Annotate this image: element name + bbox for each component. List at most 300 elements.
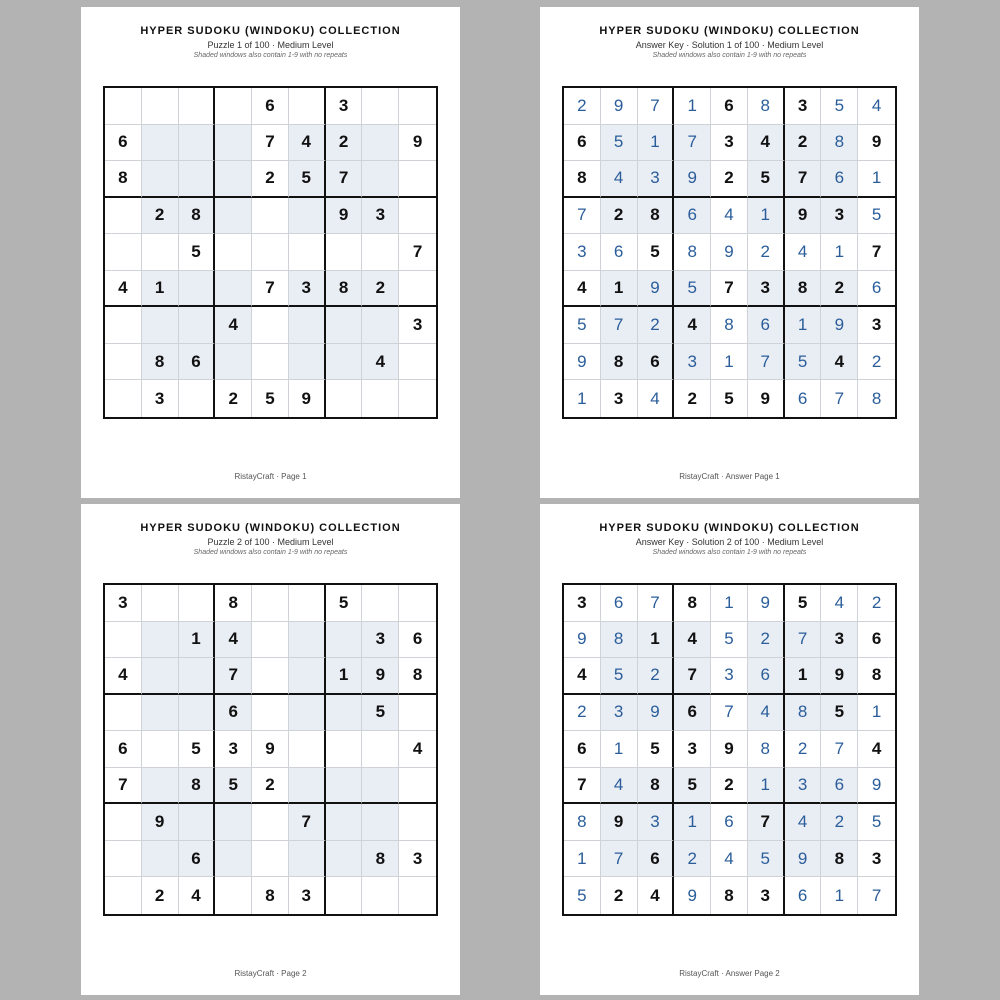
sudoku-cell xyxy=(142,731,179,768)
sudoku-cell: 8 xyxy=(674,234,711,271)
sudoku-cell: 5 xyxy=(289,161,326,198)
sudoku-cell: 8 xyxy=(179,768,216,805)
sudoku-cell: 7 xyxy=(674,658,711,695)
sudoku-cell: 5 xyxy=(858,198,895,235)
sudoku-cell xyxy=(142,841,179,878)
sudoku-cell: 2 xyxy=(215,380,252,417)
sudoku-cell: 4 xyxy=(785,234,822,271)
page-note: Shaded windows also contain 1-9 with no repeats xyxy=(193,52,348,59)
sudoku-cell: 9 xyxy=(711,234,748,271)
sudoku-cell: 2 xyxy=(564,88,601,125)
sudoku-cell: 2 xyxy=(638,307,675,344)
page-subtitle: Puzzle 1 of 100 · Medium Level xyxy=(207,40,334,50)
sudoku-cell: 2 xyxy=(362,271,399,308)
sudoku-cell: 4 xyxy=(748,125,785,162)
sudoku-cell: 9 xyxy=(601,88,638,125)
sudoku-cell: 3 xyxy=(858,841,895,878)
page-subtitle: Answer Key · Solution 2 of 100 · Medium Level xyxy=(635,537,824,547)
sudoku-cell xyxy=(289,841,326,878)
sudoku-cell: 8 xyxy=(748,88,785,125)
sudoku-cell: 9 xyxy=(564,622,601,659)
sudoku-cell: 3 xyxy=(638,804,675,841)
sudoku-cell: 6 xyxy=(399,622,436,659)
sudoku-cell: 2 xyxy=(142,198,179,235)
sudoku-cell: 3 xyxy=(362,198,399,235)
sudoku-cell: 6 xyxy=(638,344,675,381)
sudoku-cell: 5 xyxy=(252,380,289,417)
sudoku-cell: 2 xyxy=(748,234,785,271)
sudoku-cell: 2 xyxy=(142,877,179,914)
sudoku-cell: 3 xyxy=(362,622,399,659)
sudoku-cell: 4 xyxy=(674,307,711,344)
sudoku-cell xyxy=(215,804,252,841)
sudoku-cell: 9 xyxy=(711,731,748,768)
sudoku-cell: 9 xyxy=(785,198,822,235)
sudoku-cell xyxy=(215,198,252,235)
sudoku-cell: 3 xyxy=(711,125,748,162)
sudoku-cell xyxy=(142,695,179,732)
sudoku-cell: 3 xyxy=(785,88,822,125)
sudoku-cell: 4 xyxy=(399,731,436,768)
sudoku-cell: 3 xyxy=(142,380,179,417)
sudoku-cell xyxy=(105,344,142,381)
sudoku-cell xyxy=(362,731,399,768)
sudoku-cell xyxy=(362,585,399,622)
sudoku-cell xyxy=(289,198,326,235)
sudoku-cell: 5 xyxy=(858,804,895,841)
sudoku-cell xyxy=(289,768,326,805)
sudoku-cell xyxy=(215,161,252,198)
sudoku-cell: 6 xyxy=(564,125,601,162)
sudoku-cell xyxy=(326,344,363,381)
sudoku-cell xyxy=(399,585,436,622)
sudoku-cell: 5 xyxy=(179,731,216,768)
sudoku-cell: 5 xyxy=(821,695,858,732)
sudoku-cell: 8 xyxy=(399,658,436,695)
sudoku-cell: 9 xyxy=(858,125,895,162)
sudoku-cell: 1 xyxy=(142,271,179,308)
sudoku-cell: 3 xyxy=(399,307,436,344)
sudoku-cell: 7 xyxy=(564,768,601,805)
sudoku-cell: 3 xyxy=(638,161,675,198)
sudoku-cell: 7 xyxy=(601,841,638,878)
sudoku-cell: 5 xyxy=(362,695,399,732)
sudoku-cell: 1 xyxy=(748,768,785,805)
sudoku-cell: 3 xyxy=(858,307,895,344)
sudoku-cell: 8 xyxy=(871,388,882,408)
sudoku-cell: 7 xyxy=(105,768,142,805)
sudoku-cell xyxy=(105,695,142,732)
sudoku-cell: 1 xyxy=(564,380,601,417)
sudoku-cell: 3 xyxy=(748,877,785,914)
sudoku-cell: 4 xyxy=(362,344,399,381)
sudoku-cell xyxy=(362,804,399,841)
sudoku-grid xyxy=(562,583,897,916)
sudoku-cell xyxy=(252,307,289,344)
sudoku-cell xyxy=(215,125,252,162)
sudoku-cell: 6 xyxy=(821,161,858,198)
sudoku-cell xyxy=(362,161,399,198)
page-title: HYPER SUDOKU (WINDOKU) COLLECTION xyxy=(140,25,401,37)
sudoku-cell xyxy=(326,877,363,914)
sudoku-cell: 5 xyxy=(711,380,748,417)
sudoku-cell xyxy=(326,622,363,659)
page-title: HYPER SUDOKU (WINDOKU) COLLECTION xyxy=(140,522,401,534)
sudoku-cell: 5 xyxy=(785,344,822,381)
sudoku-cell: 3 xyxy=(564,234,601,271)
sudoku-cell: 3 xyxy=(564,585,601,622)
sudoku-cell: 8 xyxy=(638,198,675,235)
sudoku-cell: 6 xyxy=(821,768,858,805)
sudoku-cell: 1 xyxy=(674,804,711,841)
sudoku-cell: 4 xyxy=(711,198,748,235)
sudoku-cell: 8 xyxy=(821,125,858,162)
sudoku-cell: 3 xyxy=(215,731,252,768)
sudoku-cell: 5 xyxy=(821,88,858,125)
sudoku-cell xyxy=(142,585,179,622)
sudoku-cell: 6 xyxy=(858,622,895,659)
sudoku-cell: 7 xyxy=(871,885,882,905)
sudoku-cell: 4 xyxy=(105,658,142,695)
sudoku-cell: 1 xyxy=(601,731,638,768)
sudoku-cell: 7 xyxy=(252,125,289,162)
sudoku-cell xyxy=(362,768,399,805)
sudoku-cell: 2 xyxy=(674,380,711,417)
sudoku-cell: 2 xyxy=(821,804,858,841)
sudoku-cell: 7 xyxy=(601,307,638,344)
sudoku-cell xyxy=(215,234,252,271)
sudoku-cell xyxy=(289,88,326,125)
sudoku-cell: 7 xyxy=(252,271,289,308)
page-subtitle: Puzzle 2 of 100 · Medium Level xyxy=(207,537,334,547)
sudoku-cell: 6 xyxy=(638,841,675,878)
page-footer: RistayCraft · Page 2 xyxy=(234,969,307,978)
sudoku-cell: 1 xyxy=(821,234,858,271)
sudoku-cell: 7 xyxy=(399,234,436,271)
sudoku-cell: 6 xyxy=(252,88,289,125)
sudoku-cell xyxy=(252,804,289,841)
sudoku-cell: 8 xyxy=(785,695,822,732)
sudoku-cell: 6 xyxy=(711,88,748,125)
sudoku-cell: 7 xyxy=(326,161,363,198)
sudoku-cell: 4 xyxy=(601,768,638,805)
sudoku-cell: 9 xyxy=(638,271,675,308)
sudoku-cell xyxy=(252,841,289,878)
sudoku-cell: 7 xyxy=(289,804,326,841)
sudoku-cell: 5 xyxy=(674,271,711,308)
sudoku-cell xyxy=(105,307,142,344)
sudoku-cell: 8 xyxy=(674,585,711,622)
sudoku-cell: 7 xyxy=(748,804,785,841)
sudoku-cell xyxy=(142,88,179,125)
sudoku-cell: 4 xyxy=(564,658,601,695)
sudoku-cell xyxy=(289,307,326,344)
sudoku-cell xyxy=(179,307,216,344)
sudoku-cell: 3 xyxy=(748,271,785,308)
sudoku-cell: 3 xyxy=(601,695,638,732)
sudoku-cell: 8 xyxy=(858,658,895,695)
sudoku-cell: 2 xyxy=(564,695,601,732)
sudoku-cell xyxy=(399,804,436,841)
sudoku-cell: 8 xyxy=(785,271,822,308)
sudoku-cell: 1 xyxy=(858,161,895,198)
sudoku-cell: 3 xyxy=(399,841,436,878)
sudoku-cell: 9 xyxy=(821,658,858,695)
sudoku-cell: 3 xyxy=(289,271,326,308)
sudoku-cell: 6 xyxy=(601,585,638,622)
sudoku-cell: 1 xyxy=(638,125,675,162)
sudoku-cell xyxy=(326,695,363,732)
sudoku-cell: 5 xyxy=(179,234,216,271)
sudoku-cell xyxy=(105,804,142,841)
sudoku-cell: 5 xyxy=(711,622,748,659)
sudoku-cell xyxy=(326,841,363,878)
sudoku-cell: 2 xyxy=(748,622,785,659)
sudoku-cell: 7 xyxy=(638,585,675,622)
sudoku-cell: 8 xyxy=(564,161,601,198)
sudoku-cell xyxy=(252,658,289,695)
sudoku-cell: 6 xyxy=(564,731,601,768)
sudoku-cell: 6 xyxy=(748,307,785,344)
sudoku-cell xyxy=(289,622,326,659)
sudoku-cell xyxy=(362,234,399,271)
sudoku-cell: 6 xyxy=(105,125,142,162)
sudoku-cell: 8 xyxy=(179,198,216,235)
sudoku-cell: 9 xyxy=(601,804,638,841)
answer-page-1 xyxy=(540,7,919,498)
sudoku-cell xyxy=(215,877,252,914)
sudoku-cell xyxy=(289,658,326,695)
sudoku-cell xyxy=(362,307,399,344)
sudoku-cell: 8 xyxy=(362,841,399,878)
sudoku-cell: 7 xyxy=(858,234,895,271)
sudoku-cell: 9 xyxy=(362,658,399,695)
sudoku-cell: 4 xyxy=(564,271,601,308)
sudoku-cell: 1 xyxy=(858,695,895,732)
sudoku-cell: 7 xyxy=(785,622,822,659)
sudoku-cell xyxy=(142,658,179,695)
sudoku-cell xyxy=(289,234,326,271)
sudoku-cell: 6 xyxy=(785,877,822,914)
sudoku-cell: 2 xyxy=(601,877,638,914)
sudoku-cell: 9 xyxy=(748,380,785,417)
sudoku-cell: 7 xyxy=(215,658,252,695)
sudoku-cell xyxy=(142,307,179,344)
page-subtitle: Answer Key · Solution 1 of 100 · Medium Level xyxy=(635,40,824,50)
sudoku-cell xyxy=(399,768,436,805)
sudoku-cell: 8 xyxy=(252,877,289,914)
sudoku-cell xyxy=(252,344,289,381)
sudoku-cell: 5 xyxy=(326,585,363,622)
sudoku-cell: 1 xyxy=(821,877,858,914)
sudoku-cell: 1 xyxy=(748,198,785,235)
sudoku-grid xyxy=(103,86,438,419)
sudoku-cell xyxy=(326,731,363,768)
sudoku-cell: 7 xyxy=(711,271,748,308)
sudoku-cell: 4 xyxy=(638,380,675,417)
sudoku-cell: 8 xyxy=(821,841,858,878)
sudoku-cell xyxy=(142,125,179,162)
sudoku-cell: 9 xyxy=(821,307,858,344)
sudoku-cell: 4 xyxy=(821,344,858,381)
page-title: HYPER SUDOKU (WINDOKU) COLLECTION xyxy=(599,522,860,534)
sudoku-cell: 9 xyxy=(564,344,601,381)
sudoku-cell: 7 xyxy=(748,344,785,381)
sudoku-cell xyxy=(252,198,289,235)
sudoku-cell: 6 xyxy=(601,234,638,271)
sudoku-cell xyxy=(252,234,289,271)
sudoku-cell: 2 xyxy=(601,198,638,235)
page-note: Shaded windows also contain 1-9 with no repeats xyxy=(652,549,807,556)
sudoku-cell: 1 xyxy=(711,585,748,622)
sudoku-cell: 6 xyxy=(674,198,711,235)
sudoku-cell: 1 xyxy=(601,271,638,308)
sudoku-cell: 4 xyxy=(105,271,142,308)
sudoku-cell: 3 xyxy=(821,622,858,659)
sudoku-cell: 4 xyxy=(785,804,822,841)
sudoku-cell xyxy=(179,380,216,417)
sudoku-cell: 8 xyxy=(711,877,748,914)
sudoku-cell: 8 xyxy=(142,344,179,381)
sudoku-cell xyxy=(215,344,252,381)
sudoku-cell: 4 xyxy=(638,877,675,914)
sudoku-cell: 9 xyxy=(638,695,675,732)
sudoku-cell xyxy=(179,695,216,732)
page-footer: RistayCraft · Answer Page 2 xyxy=(679,969,780,978)
sudoku-cell xyxy=(362,877,399,914)
sudoku-cell xyxy=(362,125,399,162)
sudoku-cell: 7 xyxy=(821,731,858,768)
sudoku-cell: 2 xyxy=(252,768,289,805)
sudoku-cell: 7 xyxy=(711,695,748,732)
sudoku-cell: 1 xyxy=(326,658,363,695)
sudoku-cell: 4 xyxy=(858,88,895,125)
sudoku-cell: 9 xyxy=(252,731,289,768)
sudoku-cell xyxy=(399,380,436,417)
sudoku-cell: 5 xyxy=(748,841,785,878)
sudoku-cell: 2 xyxy=(674,841,711,878)
sudoku-cell: 6 xyxy=(748,658,785,695)
sudoku-cell: 5 xyxy=(601,658,638,695)
sudoku-cell: 8 xyxy=(564,804,601,841)
sudoku-cell: 7 xyxy=(564,198,601,235)
sudoku-cell: 4 xyxy=(215,307,252,344)
sudoku-cell: 2 xyxy=(858,344,895,381)
sudoku-cell: 3 xyxy=(105,585,142,622)
sudoku-cell: 2 xyxy=(252,161,289,198)
sudoku-cell xyxy=(105,88,142,125)
sudoku-cell: 4 xyxy=(858,731,895,768)
sudoku-cell: 4 xyxy=(711,841,748,878)
sudoku-cell: 5 xyxy=(564,877,601,914)
sudoku-cell xyxy=(142,161,179,198)
sudoku-cell: 6 xyxy=(215,695,252,732)
sudoku-cell: 9 xyxy=(326,198,363,235)
sudoku-cell: 3 xyxy=(326,88,363,125)
sudoku-grid xyxy=(103,583,438,916)
sudoku-cell: 5 xyxy=(601,125,638,162)
sudoku-cell: 5 xyxy=(215,768,252,805)
sudoku-cell: 1 xyxy=(785,658,822,695)
sudoku-cell: 9 xyxy=(399,125,436,162)
sudoku-cell: 3 xyxy=(785,768,822,805)
sudoku-cell: 4 xyxy=(748,695,785,732)
sudoku-cell xyxy=(215,88,252,125)
sudoku-cell: 1 xyxy=(564,841,601,878)
sudoku-cell xyxy=(362,380,399,417)
sudoku-cell: 6 xyxy=(711,804,748,841)
sudoku-cell: 3 xyxy=(674,344,711,381)
sudoku-cell xyxy=(326,307,363,344)
sudoku-cell xyxy=(399,877,436,914)
sudoku-cell: 3 xyxy=(289,877,326,914)
sudoku-cell xyxy=(252,622,289,659)
sudoku-cell: 3 xyxy=(601,380,638,417)
sudoku-cell xyxy=(105,877,142,914)
sudoku-cell: 2 xyxy=(785,731,822,768)
sudoku-cell: 2 xyxy=(711,768,748,805)
sudoku-cell xyxy=(289,731,326,768)
sudoku-cell xyxy=(399,271,436,308)
sudoku-cell xyxy=(326,380,363,417)
sudoku-cell xyxy=(179,125,216,162)
sudoku-cell xyxy=(289,695,326,732)
sudoku-cell: 9 xyxy=(748,585,785,622)
sudoku-cell xyxy=(399,161,436,198)
sudoku-cell xyxy=(105,198,142,235)
sudoku-cell: 2 xyxy=(858,585,895,622)
sudoku-cell: 6 xyxy=(179,841,216,878)
answer-page-2 xyxy=(540,504,919,995)
sudoku-cell: 4 xyxy=(215,622,252,659)
sudoku-cell: 8 xyxy=(711,307,748,344)
page-footer: RistayCraft · Answer Page 1 xyxy=(679,472,780,481)
sudoku-cell: 5 xyxy=(564,307,601,344)
sudoku-cell: 6 xyxy=(179,344,216,381)
sudoku-cell: 8 xyxy=(601,622,638,659)
sudoku-cell: 6 xyxy=(674,695,711,732)
sudoku-cell: 7 xyxy=(821,380,858,417)
sudoku-cell xyxy=(326,768,363,805)
sudoku-cell: 9 xyxy=(858,768,895,805)
sudoku-cell xyxy=(326,234,363,271)
sudoku-cell: 4 xyxy=(289,125,326,162)
sudoku-cell: 3 xyxy=(674,731,711,768)
page-title: HYPER SUDOKU (WINDOKU) COLLECTION xyxy=(599,25,860,37)
sudoku-cell: 1 xyxy=(785,307,822,344)
sudoku-cell: 2 xyxy=(785,125,822,162)
sudoku-cell xyxy=(399,88,436,125)
sudoku-cell xyxy=(179,585,216,622)
sudoku-cell xyxy=(105,622,142,659)
sudoku-cell: 4 xyxy=(674,622,711,659)
sudoku-cell: 8 xyxy=(601,344,638,381)
sudoku-cell: 4 xyxy=(179,877,216,914)
sudoku-cell xyxy=(289,585,326,622)
page-note: Shaded windows also contain 1-9 with no repeats xyxy=(652,52,807,59)
sudoku-cell: 3 xyxy=(711,658,748,695)
sudoku-cell: 7 xyxy=(638,88,675,125)
sudoku-cell: 5 xyxy=(748,161,785,198)
sudoku-cell: 9 xyxy=(674,877,711,914)
sudoku-cell: 5 xyxy=(785,585,822,622)
sudoku-cell xyxy=(142,768,179,805)
sudoku-cell: 2 xyxy=(638,658,675,695)
sudoku-cell: 9 xyxy=(289,380,326,417)
sudoku-cell: 2 xyxy=(711,161,748,198)
sudoku-cell xyxy=(179,271,216,308)
sudoku-grid xyxy=(562,86,897,419)
